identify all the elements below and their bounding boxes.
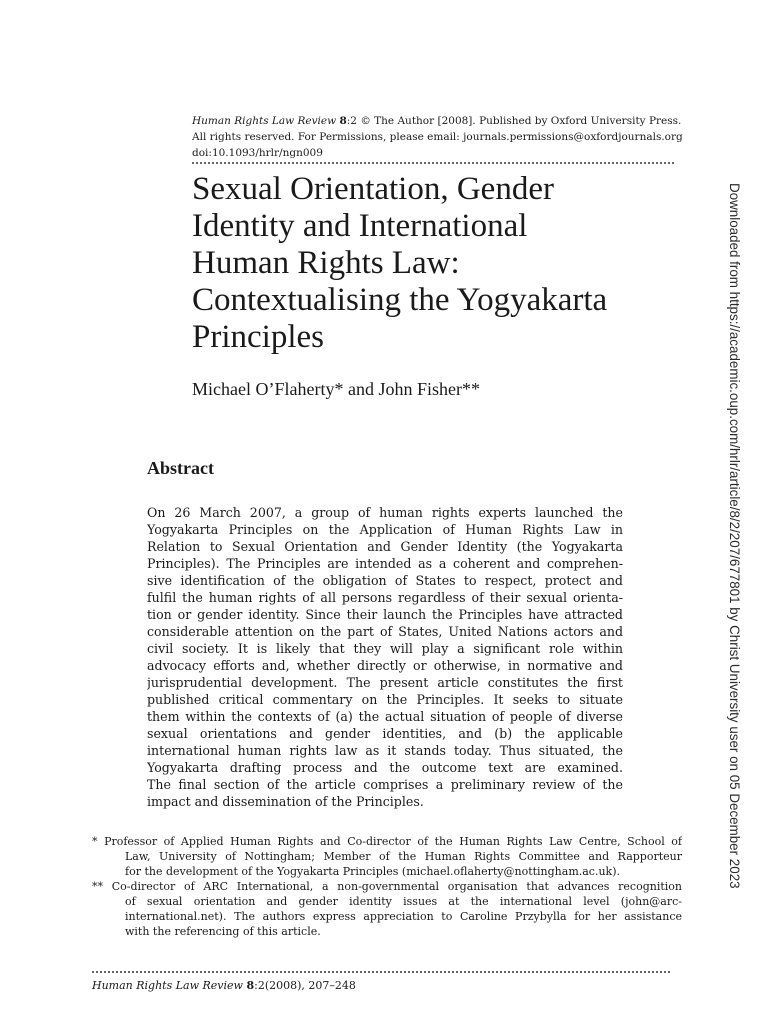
citation-journal: Human Rights Law Review <box>92 979 243 992</box>
abstract-line: international human rights law as it stands today. Thus situated, the <box>147 743 623 758</box>
footnote-line: of sexual orientation and gender identity issues at the international level (john@arc- <box>125 895 682 908</box>
abstract-line: The final section of the article comprises a preliminary review of the <box>147 777 623 792</box>
footer-divider <box>92 971 670 973</box>
abstract-line: On 26 March 2007, a group of human rights experts launched the <box>147 505 623 520</box>
title-line: Contextualising the Yogyakarta <box>192 282 608 318</box>
abstract-line: sexual orientations and gender identities, and (b) the applicable <box>147 726 623 741</box>
footnote-line: for the development of the Yogyakarta Principles (michael.oflaherty@nottingham.ac.uk). <box>125 865 620 878</box>
abstract-line: considerable attention on the part of States, United Nations actors and <box>147 624 623 639</box>
title-line: Principles <box>192 319 324 355</box>
title-line: Identity and International <box>192 208 528 244</box>
page-citation <box>92 978 356 993</box>
abstract-line: jurisprudential development. The present article constitutes the first <box>147 675 623 690</box>
abstract-line: sive identification of the obligation of States to respect, protect and <box>147 573 623 588</box>
abstract-line: published critical commentary on the Principles. It seeks to situate <box>147 692 623 707</box>
journal-name: Human Rights Law Review <box>192 115 337 127</box>
abstract-line: impact and dissemination of the Principles. <box>147 794 424 809</box>
citation-volume: 8 <box>246 979 255 992</box>
abstract-body <box>147 504 623 810</box>
abstract-line: advocacy efforts and, whether directly or otherwise, in normative and <box>147 658 623 673</box>
footnotes <box>92 834 682 939</box>
footnote-line: international.net). The authors express appreciation to Caroline Przybylla for her assistance <box>125 910 682 923</box>
abstract-line: fulfil the human rights of all persons regardless of their sexual orienta- <box>147 590 623 605</box>
footnote-line: ** Co-director of ARC International, a non-governmental organisation that advances recognition <box>92 880 682 893</box>
abstract-line: Principles). The Principles are intended as a coherent and comprehen- <box>147 556 623 571</box>
download-stamp-text: Downloaded from https://academic.oup.com/hrlr/article/8/2/207/677801 by Christ University user on 05 December 2023 <box>727 183 742 889</box>
header-divider <box>192 162 674 164</box>
abstract-line: civil society. It is likely that they will play a significant role within <box>147 641 623 656</box>
abstract-line: Yogyakarta Principles on the Application of Human Rights Law in <box>147 522 623 537</box>
article-title <box>192 171 712 356</box>
footnote-line: Law, University of Nottingham; Member of the Human Rights Committee and Rapporteur <box>125 850 682 863</box>
journal-header <box>192 113 682 161</box>
footnote-line: * Professor of Applied Human Rights and Co-director of the Human Rights Law Centre, School of <box>92 835 682 848</box>
copyright-text: :2 © The Author [2008]. Published by Oxford University Press. <box>346 115 682 127</box>
download-stamp <box>722 183 746 889</box>
abstract-heading: Abstract <box>147 458 214 478</box>
citation-details: :2(2008), 207–248 <box>254 979 356 992</box>
journal-volume: 8 <box>339 115 347 127</box>
abstract-line: Yogyakarta drafting process and the outcome text are examined. <box>147 760 623 775</box>
abstract-line: tion or gender identity. Since their launch the Principles have attracted <box>147 607 623 622</box>
journal-header-line-1 <box>192 113 682 129</box>
footnote-line: with the referencing of this article. <box>125 925 321 938</box>
abstract-line: them within the contexts of (a) the actual situation of people of diverse <box>147 709 623 724</box>
doi-text: doi:10.1093/hrlr/ngn009 <box>192 147 323 159</box>
abstract-line: Relation to Sexual Orientation and Gender Identity (the Yogyakarta <box>147 539 623 554</box>
title-line: Human Rights Law: <box>192 245 460 281</box>
permissions-text: All rights reserved. For Permissions, please email: journals.permissions@oxfordjournals.org <box>192 131 683 143</box>
article-authors: Michael O’Flaherty* and John Fisher** <box>192 379 480 399</box>
title-line: Sexual Orientation, Gender <box>192 171 554 207</box>
